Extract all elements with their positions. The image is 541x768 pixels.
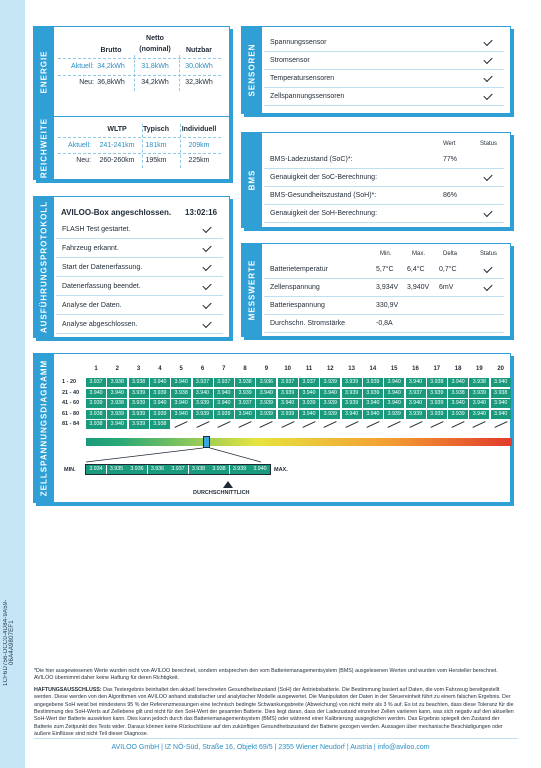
zellspannung-side-label: ZELLSPANNUNGSDIAGRAMM (34, 354, 54, 502)
sensor-item-label: Zellspannungssensoren (270, 93, 345, 100)
legend-max-label: MAX. (274, 467, 288, 473)
heatmap-cell: 3.938 (150, 420, 170, 429)
heatmap-cell: 3.939 (406, 410, 426, 419)
sensoren-panel (241, 26, 511, 114)
heatmap-cell: 3.938 (235, 378, 255, 387)
messwerte-list (264, 261, 504, 335)
messwerte-header-delta: Delta (443, 251, 458, 257)
heatmap-cell: 3.940 (363, 399, 383, 408)
protokoll-item (56, 297, 223, 315)
messwert-row (264, 297, 504, 315)
legend-cell: 3.939 (230, 465, 250, 474)
bms-row (264, 151, 504, 169)
energie-value: 31,8kWh (141, 63, 169, 70)
bms-panel (241, 132, 511, 228)
heatmap-column-number: 20 (497, 366, 505, 372)
protokoll-item-label: Start der Datenerfassung. (62, 264, 143, 271)
heatmap-cell: 3.937 (406, 389, 426, 398)
bms-row-label: Genauigkeit der SoC-Berechnung: (270, 174, 378, 181)
check-icon (483, 264, 492, 273)
heatmap-column-number: 16 (412, 366, 419, 372)
heatmap-row-label: 61 - 80 (62, 410, 80, 417)
heatmap-column-number: 3 (136, 366, 141, 372)
heatmap-cell: 3.939 (256, 410, 276, 419)
messwert-label: Batteriespannung (270, 302, 325, 309)
heatmap-cell: 3.940 (491, 378, 511, 387)
heatmap-cell: 3.940 (107, 389, 127, 398)
energie-panel (33, 26, 230, 118)
heatmap-cell: 3.939 (299, 399, 319, 408)
energie-value: 34,2kWh (97, 63, 125, 70)
heatmap-cell: 3.939 (363, 378, 383, 387)
messwert-min: 5,7°C (376, 266, 394, 273)
heatmap-cell: 3.940 (171, 399, 191, 408)
reichweite-side-label: REICHWEITE (34, 117, 54, 179)
heatmap-cell: 3.937 (214, 378, 234, 387)
messwert-label: Zellenspannung (270, 284, 320, 291)
sensor-item-label: Stromsensor (270, 57, 310, 64)
reichweite-panel (33, 116, 230, 180)
heatmap-column-number: 5 (179, 366, 183, 372)
heatmap-cell: 3.940 (299, 389, 319, 398)
heatmap-cell: 3.938 (107, 378, 127, 387)
protokoll-item-label: Fahrzeug erkannt. (62, 245, 119, 252)
heatmap-cell: 3.938 (129, 378, 149, 387)
messwert-min: -0,8A (376, 320, 393, 327)
protokoll-head-time: 13:02:16 (185, 208, 218, 217)
footer-notes (34, 668, 518, 739)
heatmap-column-number: 6 (200, 366, 205, 372)
messwert-delta: 0,7°C (439, 266, 457, 273)
messwert-label: Durchschn. Stromstärke (270, 320, 346, 327)
reichweite-header-individuell: Individuell (181, 126, 217, 133)
heatmap-row-label: 41 - 60 (62, 400, 80, 406)
check-icon (483, 55, 492, 64)
sensoren-side-label: SENSOREN (242, 27, 262, 113)
heatmap-cell: 3.938 (107, 399, 127, 408)
heatmap-cell: 3.938 (171, 389, 191, 398)
bms-row (264, 205, 504, 223)
heatmap-cell: 3.938 (448, 389, 468, 398)
heatmap-cell: 3.939 (86, 399, 106, 408)
legend-min-label: MIN. (64, 467, 76, 473)
sensor-item-label: Temperatursensoren (270, 75, 335, 82)
heatmap-cell: 3.939 (448, 410, 468, 419)
heatmap-cell: 3.939 (320, 399, 340, 408)
sensoren-list (264, 34, 504, 110)
energie-value: 36,8kWh (97, 79, 125, 86)
protokoll-item (56, 259, 223, 277)
legend-cell: 3.935 (107, 465, 127, 474)
check-icon (483, 73, 492, 82)
heatmap-cell: 3.939 (469, 389, 489, 398)
heatmap-cell: 3.939 (129, 389, 149, 398)
heatmap-cell: 3.939 (384, 410, 404, 419)
check-icon (483, 37, 492, 46)
heatmap-cell: 3.940 (150, 399, 170, 408)
heatmap-cell: 3.940 (256, 389, 276, 398)
protokoll-panel (33, 196, 230, 338)
heatmap-column-number: 18 (454, 366, 462, 372)
check-icon (483, 172, 492, 181)
bms-row-label: Genauigkeit der SoH-Berechnung: (270, 210, 378, 217)
average-marker-icon (223, 481, 233, 488)
heatmap-cell: 3.940 (171, 378, 191, 387)
heatmap-cell: 3.940 (193, 389, 213, 398)
messwert-min: 330,9V (376, 302, 399, 309)
heatmap-column-number: 14 (369, 366, 377, 372)
check-icon (202, 300, 211, 309)
legend-cell: 3.936 (148, 465, 168, 474)
check-icon (202, 281, 211, 290)
reichweite-value: 241-241km (99, 142, 135, 149)
heatmap-cell: 3.940 (491, 399, 511, 408)
heatmap-cell: 3.937 (235, 399, 255, 408)
energie-side-label: ENERGIE (34, 27, 54, 117)
heatmap-cell: 3.938 (491, 389, 511, 398)
protokoll-item-label: FLASH Test gestartet. (62, 226, 131, 233)
heatmap-cell: 3.940 (320, 389, 340, 398)
heatmap-cell: 3.939 (342, 399, 362, 408)
legend-cell: 3.936 (127, 465, 147, 474)
check-icon (483, 91, 492, 100)
messwert-delta: 6mV (439, 284, 454, 291)
legend-connector-lines (34, 354, 512, 504)
reichweite-row-label: Neu: (76, 157, 91, 164)
legend-cell: 3.938 (209, 465, 229, 474)
legend-cell: 3.937 (168, 465, 188, 474)
heatmap-cell: 3.939 (256, 399, 276, 408)
energie-value: 30,0kWh (185, 63, 213, 70)
messwerte-header-max: Max. (412, 251, 426, 257)
disclaimer-title: HAFTUNGSAUSSCHLUSS: (34, 686, 102, 693)
heatmap-cell: 3.940 (491, 410, 511, 419)
heatmap-cell: 3.939 (427, 399, 447, 408)
legend-cell: 3.938 (189, 465, 209, 474)
heatmap-column-number: 4 (158, 366, 162, 372)
heatmap-cell: 3.940 (107, 420, 127, 429)
heatmap-cell: 3.939 (107, 410, 127, 419)
energie-row-label: Neu: (79, 79, 94, 86)
heatmap-cell: 3.939 (150, 389, 170, 398)
messwert-min: 3,934V (376, 284, 399, 291)
protokoll-item-label: Analyse abgeschlossen. (62, 321, 138, 328)
reichweite-value: 225km (188, 157, 210, 164)
heatmap-cell: 3.940 (214, 399, 234, 408)
heatmap-column-number: 9 (264, 366, 269, 372)
heatmap-column-number: 13 (348, 366, 355, 372)
heatmap-cell: 3.939 (342, 378, 362, 387)
reichweite-value: 209km (188, 142, 210, 149)
check-icon (202, 319, 211, 328)
sensor-item (264, 52, 504, 70)
check-icon (483, 282, 492, 291)
heatmap-column-number: 17 (433, 366, 441, 372)
bms-side-label: BMS (242, 133, 262, 227)
bms-row-label: BMS-Ladezustand (SoC)*: (270, 156, 353, 163)
bms-row (264, 187, 504, 205)
heatmap-cell: 3.940 (171, 410, 191, 419)
heatmap-cell: 3.939 (129, 410, 149, 419)
sensor-item-label: Spannungssensor (270, 39, 327, 46)
heatmap-column-number: 1 (94, 366, 98, 372)
heatmap-cell: 3.939 (214, 410, 234, 419)
check-icon (202, 243, 211, 252)
energie-row-label: Aktuell: (71, 63, 94, 70)
heatmap-column-number: 10 (284, 366, 292, 372)
heatmap-cell: 3.940 (469, 399, 489, 408)
bms-header-wert: Wert (443, 141, 456, 147)
energie-header-nutzbar: Nutzbar (185, 47, 213, 54)
heatmap-cell: 3.940 (469, 410, 489, 419)
heatmap-cell: 3.938 (469, 378, 489, 387)
heatmap-cell: 3.938 (86, 410, 106, 419)
footer-note-bms: *Die hier ausgewiesenen Werte wurden nicht von AVILOO berechnet, sondern entsprechen den vom Batteriemanagementsystem (BMS) ausgelesenen Werten und wurden vom Hersteller berechnet. AVILOO übernimmt daher keine Haftung für deren Richtigkeit. (34, 668, 498, 682)
heatmap-cell: 3.939 (129, 420, 149, 429)
heatmap-cell: 3.940 (299, 410, 319, 419)
sensor-item (264, 34, 504, 52)
protokoll-item (56, 316, 223, 334)
check-icon (202, 262, 211, 271)
heatmap-cell: 3.939 (150, 410, 170, 419)
heatmap-cell: 3.940 (86, 389, 106, 398)
heatmap-cell: 3.939 (193, 399, 213, 408)
messwert-row (264, 315, 504, 333)
heatmap-cell: 3.938 (86, 420, 106, 429)
sensor-item (264, 70, 504, 88)
energie-header-netto: Netto (146, 35, 164, 42)
messwert-row (264, 261, 504, 279)
heatmap-cell: 3.939 (320, 410, 340, 419)
messwerte-header-min: Min. (380, 251, 392, 257)
protokoll-item (56, 278, 223, 296)
heatmap-cell: 3.937 (278, 378, 298, 387)
heatmap-cell: 3.939 (193, 410, 213, 419)
sensor-item (264, 88, 504, 106)
heatmap-cell: 3.939 (129, 399, 149, 408)
heatmap-cell: 3.936 (256, 378, 276, 387)
heatmap-column-number: 8 (243, 366, 247, 372)
bms-row-value: 86% (443, 192, 458, 199)
messwerte-panel (241, 243, 511, 337)
document-id: 1CF6D756-DCC0-4D84-9A59-06A4A9807EF1 (3, 599, 15, 687)
messwert-label: Batterietemperatur (270, 266, 328, 273)
messwert-max: 3,940V (407, 284, 430, 291)
legend-average-label: DURCHSCHNITTLICH (193, 490, 250, 496)
heatmap-column-number: 2 (115, 366, 119, 372)
heatmap-cell: 3.940 (278, 399, 298, 408)
heatmap-cell: 3.940 (214, 389, 234, 398)
energie-value: 34,2kWh (141, 79, 169, 86)
reichweite-header-wltp: WLTP (107, 126, 127, 133)
heatmap-column-number: 11 (305, 366, 313, 372)
heatmap-row-label: 1 - 20 (62, 379, 77, 385)
protokoll-item (56, 221, 223, 239)
heatmap-cell: 3.940 (448, 399, 468, 408)
reichweite-header-typisch: Typisch (143, 126, 169, 133)
reichweite-value: 260-260km (99, 157, 135, 164)
heatmap-cell: 3.937 (193, 378, 213, 387)
bms-row-label: BMS-Gesundheitszustand (SoH)*: (270, 192, 377, 199)
messwert-max: 6,4°C (407, 266, 425, 273)
heatmap-column-number: 12 (326, 366, 334, 372)
heatmap-cell: 3.939 (320, 378, 340, 387)
heatmap-cell: 3.937 (299, 378, 319, 387)
reichweite-value: 195km (145, 157, 167, 164)
zellspannung-panel (33, 353, 511, 503)
heatmap-row-label: 21 - 40 (62, 389, 80, 396)
heatmap-cell: 3.940 (235, 410, 255, 419)
bms-list (264, 151, 504, 223)
messwert-row (264, 279, 504, 297)
disclaimer-text: Das Testergebnis beinhaltet den aktuell berechneten Gesundheitszustand (SoH) der Antriebsbatterie. Die Bestimmung basiert auf Daten, die vom Fahrzeug bereitgestellt werden. Diese werden von den Algorithmen von AVILOO anhand statistischer und analytischer Modelle ausgewertet. Die Manipulation der Daten in der Steuereinheit führt zu einem falschen Ergebnis. Der angegebene SoH weist bei mindestens 95 % der Referenzmessungen eine technisch bedingte Schwankungsbreite (Abweichung) von nicht mehr als 3 % auf. Es ist zu beachten, dass diese Toleranz für die Bestimmung des SoH-Werts auf Zellebene gilt und nicht für den SoH-Wert der gesamten Batterie. Dies liegt daran, dass der Ladezustand einzelner Zellen variieren kann, was sich negativ auf den aktuellen SoH-Wert der Batterie auswirken kann. Dies kann jedoch durch das Batteriemanagementsystem (BMS) oder während einer Kalibrierung ausgeglichen werden. Das Ergebnis spiegelt den Zustand der Batterie zum Zeitpunkt des Tests wider. Daraus können keine Rückschlüsse auf den zukünftigen Gesundheitszustand der Batterie gezogen werden. Aussagen über mechanische Beschädigungen oder äußere Einflüsse sind nicht Teil dieser Diagnose. (34, 686, 514, 738)
heatmap-cell: 3.939 (342, 389, 362, 398)
heatmap-cell: 3.940 (406, 399, 426, 408)
reichweite-row-label: Aktuell: (68, 142, 91, 149)
heatmap-cell: 3.940 (406, 378, 426, 387)
bms-row (264, 169, 504, 187)
heatmap-cell: 3.938 (427, 378, 447, 387)
heatmap-cell: 3.939 (363, 389, 383, 398)
heatmap-column-number: 19 (476, 366, 483, 372)
bms-row-value: 77% (443, 156, 458, 163)
heatmap-cell: 3.939 (427, 389, 447, 398)
heatmap-cell: 3.940 (384, 399, 404, 408)
footer-disclaimer (34, 687, 518, 739)
protokoll-list (56, 221, 223, 335)
heatmap-cell: 3.939 (278, 389, 298, 398)
footer-divider (34, 738, 518, 739)
heatmap-cell: 3.940 (448, 378, 468, 387)
energie-header-brutto: Brutto (100, 47, 122, 54)
heatmap-cell: 3.939 (235, 389, 255, 398)
heatmap-row-label: 81 - 84 (62, 421, 80, 427)
energie-value: 32,3kWh (185, 79, 213, 86)
heatmap-cell: 3.939 (427, 410, 447, 419)
heatmap-cell: 3.937 (86, 378, 106, 387)
legend-cell: 3.934 (86, 465, 106, 474)
heatmap-cell: 3.940 (384, 389, 404, 398)
heatmap-cell: 3.940 (363, 410, 383, 419)
check-icon (483, 208, 492, 217)
check-icon (202, 224, 211, 233)
reichweite-value: 181km (145, 142, 167, 149)
messwerte-side-label: MESSWERTE (242, 244, 262, 336)
protokoll-item (56, 240, 223, 258)
heatmap-cell: 3.940 (150, 378, 170, 387)
energie-header-netto-sub: (nominal) (139, 46, 171, 53)
heatmap-cell: 3.939 (278, 410, 298, 419)
bms-header-status: Status (480, 141, 498, 147)
protokoll-side-label: AUSFÜHRUNGSPROTOKOLL (34, 197, 54, 337)
protokoll-head-label: AVILOO-Box angeschlossen. (61, 208, 172, 217)
legend-cell: 3.940 (250, 465, 270, 474)
protokoll-item-label: Datenerfassung beendet. (62, 283, 141, 290)
footer-address: AVILOO GmbH | IZ NÖ-Süd, Straße 16, Objekt 69/5 | 2355 Wiener Neudorf | Austria | info@aviloo.com (111, 744, 430, 751)
protokoll-item-label: Analyse der Daten. (62, 302, 122, 309)
heatmap-cell: 3.940 (384, 378, 404, 387)
cell-voltage-heatmap (34, 354, 512, 504)
heatmap-column-number: 7 (222, 366, 226, 372)
legend-frame (85, 464, 271, 475)
messwerte-header-status: Status (480, 251, 498, 257)
heatmap-cell: 3.940 (342, 410, 362, 419)
heatmap-column-number: 15 (390, 366, 398, 372)
